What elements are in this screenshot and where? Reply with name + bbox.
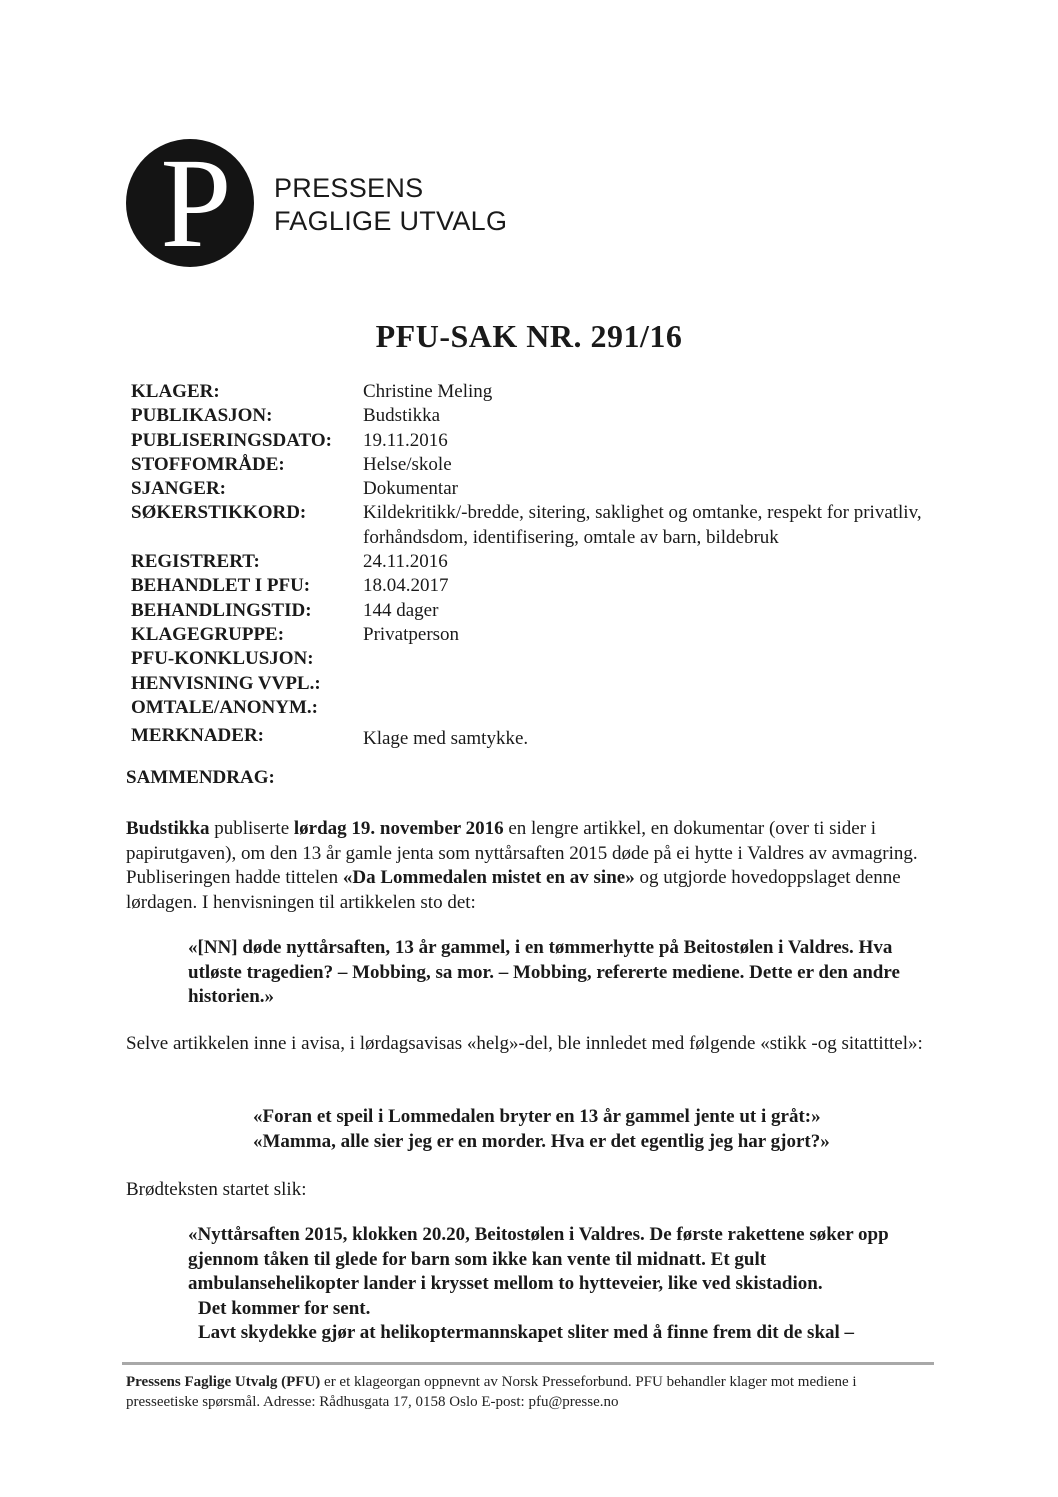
quote-teaser: «[NN] døde nyttårsaften, 13 år gammel, i en tømmerhytte på Beitostølen i Valdres. Hva utløste tragedien? – Mobbing, sa mor. – Mobbing, refererte mediene. Dette er den andre historien.» xyxy=(188,937,900,1007)
meta-value: 144 dager xyxy=(363,599,439,621)
meta-value: 19.11.2016 xyxy=(363,429,448,451)
case-title: PFU-SAK NR. 291/16 xyxy=(375,318,683,354)
meta-value: Kildekritikk/-bredde, sitering, saklighet og omtanke, respekt for privatliv, forhåndsdom, identifisering, omtale av barn, bildebruk xyxy=(363,502,922,548)
quote-line: «Foran et speil i Lommedalen bryter en 13 år gammel jente ut i gråt:» xyxy=(253,1106,821,1127)
meta-row xyxy=(131,724,931,751)
meta-label: PUBLISERINGSDATO: xyxy=(131,429,332,451)
meta-label: STOFFOMRÅDE: xyxy=(131,453,285,475)
meta-label: PFU-KONKLUSJON: xyxy=(131,648,314,670)
meta-row xyxy=(131,380,931,404)
summary-heading: SAMMENDRAG: xyxy=(126,767,275,788)
meta-row xyxy=(131,477,931,501)
paragraph-text: publiserte xyxy=(209,818,294,839)
footer-org-name: Pressens Faglige Utvalg (PFU) xyxy=(126,1374,321,1390)
meta-label: KLAGEGRUPPE: xyxy=(131,623,285,645)
paragraph-text: en lengre artikkel, en dokumentar (over ti sider i papirutgaven), om den 13 år gamle jenta som nyttårsaften 2015 døde på ei hytte i Valdres av avmagring. Publiseringen hadde tittelen xyxy=(126,818,918,888)
quote-body-start xyxy=(188,1223,928,1346)
meta-value: 24.11.2016 xyxy=(363,551,448,573)
meta-value: Christine Meling xyxy=(363,381,493,402)
meta-label: SØKERSTIKKORD: xyxy=(131,502,307,524)
meta-label: HENVISNING VVPL.: xyxy=(131,672,321,694)
pfu-logo xyxy=(126,138,266,268)
meta-row xyxy=(131,501,931,550)
meta-value: Klage med samtykke. xyxy=(363,728,529,750)
meta-row xyxy=(131,623,931,647)
footer-text: er et klageorgan oppnevnt av Norsk Presseforbund. PFU behandler klager mot mediene i presseetiske spørsmål. Adresse: Rådhusgata 17, 0158 Oslo E-post: pfu@presse.no xyxy=(126,1374,857,1410)
summary-paragraph-2: Selve artikkelen inne i avisa, i lørdagsavisas «helg»-del, ble innledet med følgende «stikk -og sitattittel»: xyxy=(126,1033,923,1054)
meta-row xyxy=(131,429,931,453)
meta-row xyxy=(131,672,931,696)
quote-line: Lavt skydekke gjør at helikoptermannskapet sliter med å finne frem dit de skal – xyxy=(198,1322,855,1343)
meta-row xyxy=(131,404,931,428)
meta-row xyxy=(131,453,931,477)
paragraph-text: og utgjorde hovedoppslaget denne lørdagen. I henvisningen til artikkelen sto det: xyxy=(126,867,901,913)
logo-line-2: FAGLIGE UTVALG xyxy=(274,206,508,236)
meta-label: BEHANDLINGSTID: xyxy=(131,599,312,621)
meta-row xyxy=(131,574,931,598)
case-metadata xyxy=(131,380,931,751)
logo-wordmark xyxy=(274,172,507,238)
meta-label: BEHANDLET I PFU: xyxy=(131,575,311,597)
meta-value: Privatperson xyxy=(363,623,460,645)
summary-paragraph-3: Brødteksten startet slik: xyxy=(126,1179,307,1200)
meta-label: KLAGER: xyxy=(131,381,220,402)
quote-line: «Mamma, alle sier jeg er en morder. Hva er det egentlig jeg har gjort?» xyxy=(253,1130,830,1152)
publication-name: Budstikka xyxy=(126,818,210,839)
quote-line: Det kommer for sent. xyxy=(198,1297,371,1319)
footer-divider xyxy=(122,1362,934,1365)
meta-row xyxy=(131,647,931,671)
meta-value: Budstikka xyxy=(363,405,441,427)
meta-value xyxy=(363,672,929,696)
pfu-logo-mark xyxy=(126,138,266,268)
meta-label: REGISTRERT: xyxy=(131,551,260,573)
quote-line: «Nyttårsaften 2015, klokken 20.20, Beitostølen i Valdres. De første rakettene søker opp gjennom tåken til glede for barn som ikke kan vente til midnatt. Et gult ambulansehelikopter lander i krysset mellom to hytteveier, like ved skistadion. xyxy=(188,1224,889,1294)
meta-label: MERKNADER: xyxy=(131,725,264,747)
meta-row xyxy=(131,696,931,720)
meta-value: Dokumentar xyxy=(363,478,458,500)
logo-line-1: PRESSENS xyxy=(274,173,424,203)
summary-paragraph-1 xyxy=(126,817,932,915)
logo-letter: P xyxy=(160,138,232,268)
publication-date: lørdag 19. november 2016 xyxy=(293,818,504,839)
quote-kicker xyxy=(253,1105,933,1154)
meta-row xyxy=(131,599,931,623)
meta-value: 18.04.2017 xyxy=(363,575,449,597)
meta-label: SJANGER: xyxy=(131,478,227,500)
page-footer xyxy=(126,1372,926,1412)
meta-value xyxy=(363,696,929,720)
article-headline: «Da Lommedalen mistet en av sine» xyxy=(342,867,635,888)
meta-row xyxy=(131,550,931,574)
meta-value: Helse/skole xyxy=(363,453,452,475)
meta-label: PUBLIKASJON: xyxy=(131,405,273,427)
meta-value xyxy=(363,647,929,671)
meta-label: OMTALE/ANONYM.: xyxy=(131,696,318,718)
